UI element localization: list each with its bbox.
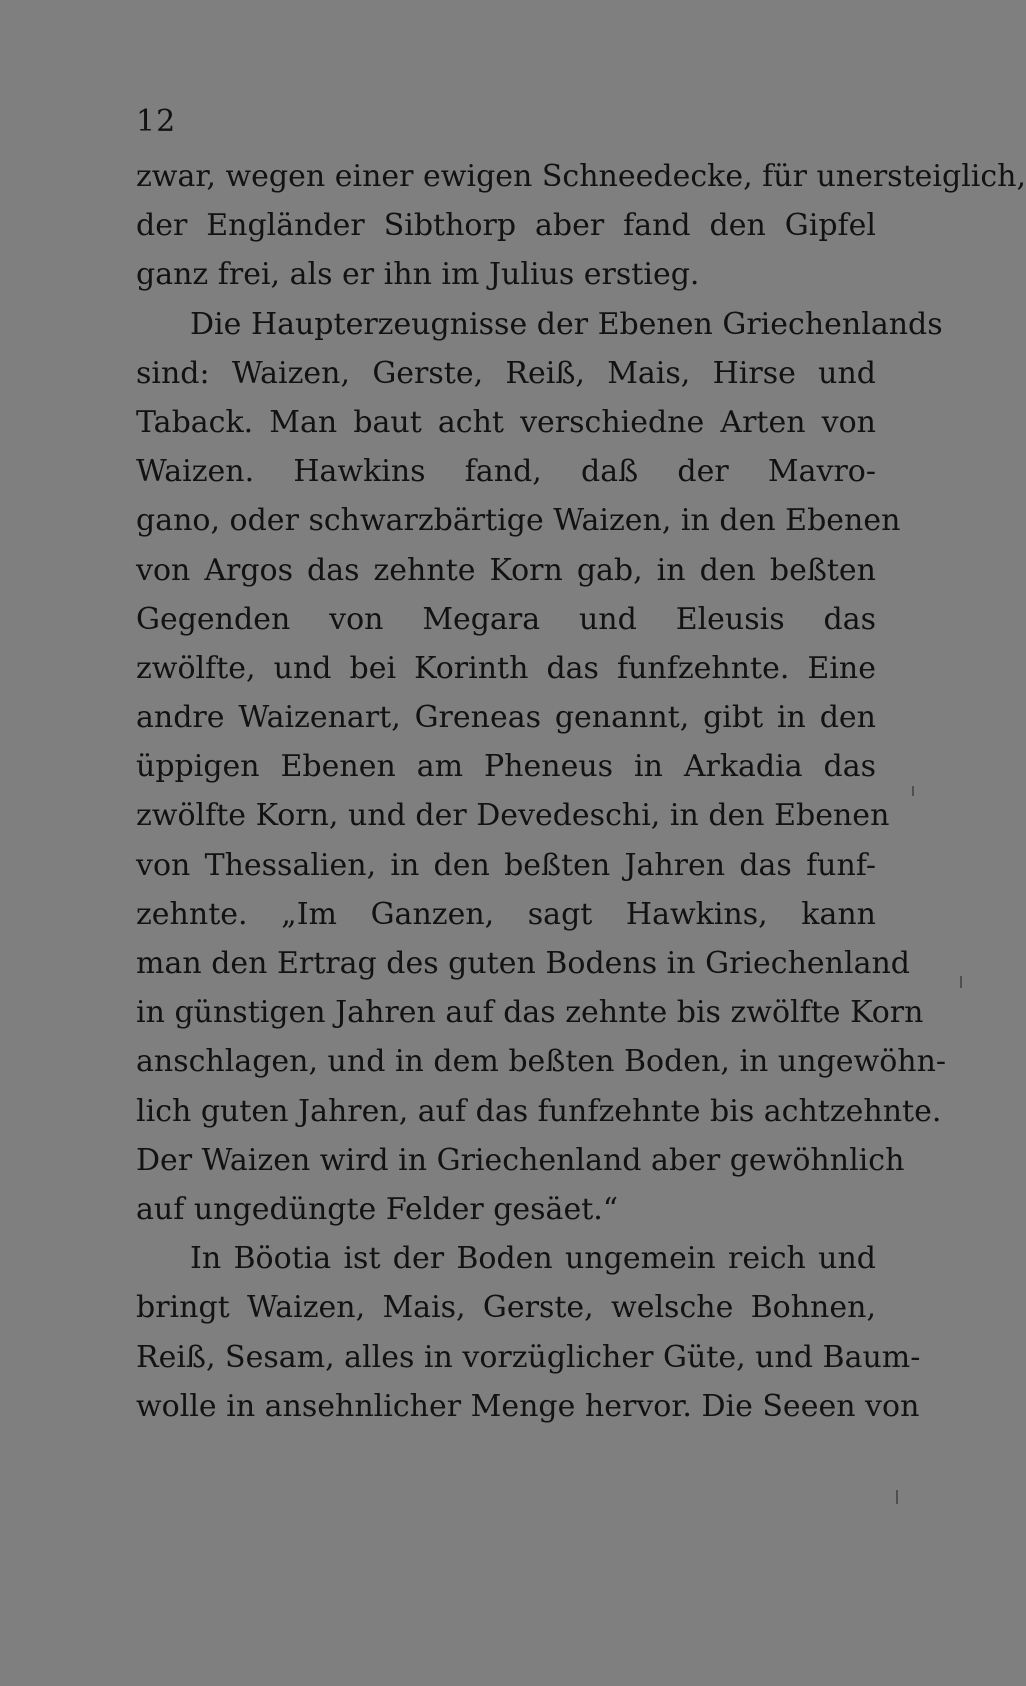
text-line: anschlagen, und in dem beßten Boden, in ungewöhn- xyxy=(136,1044,947,1080)
scan-speck xyxy=(896,1490,898,1504)
text-line: andre Waizenart, Greneas genannt, gibt in den xyxy=(136,700,876,736)
text-line: sind: Waizen, Gerste, Reiß, Mais, Hirse und xyxy=(136,355,876,391)
text-line: zehnte. „Im Ganzen, sagt Hawkins, kann xyxy=(136,896,876,932)
page-number: 12 xyxy=(136,104,177,139)
text-line: zwar, wegen einer ewigen Schneedecke, für unersteiglich, xyxy=(136,159,1026,194)
text-line: ganz frei, als er ihn im Julius erstieg. xyxy=(136,257,700,293)
scan-speck xyxy=(960,976,962,988)
text-line: von Argos das zehnte Korn gab, in den beßten xyxy=(136,552,876,588)
text-line: Die Haupterzeugnisse der Ebenen Griechenlands xyxy=(190,306,943,342)
text-line: der Engländer Sibthorp aber fand den Gipfel xyxy=(136,208,876,244)
text-line: auf ungedüngte Felder gesäet.“ xyxy=(136,1191,619,1227)
paragraph-3 xyxy=(136,1234,921,1431)
paragraph-1 xyxy=(136,152,1026,300)
text-line: In Böotia ist der Boden ungemein reich und xyxy=(190,1241,876,1277)
text-line: Reiß, Sesam, alles in vorzüglicher Güte, und Baum- xyxy=(136,1339,921,1375)
text-line: Der Waizen wird in Griechenland aber gewöhnlich xyxy=(136,1142,905,1178)
text-line: wolle in ansehnlicher Menge hervor. Die Seeen von xyxy=(136,1388,920,1424)
text-line: Waizen. Hawkins fand, daß der Mavro- xyxy=(136,454,876,490)
text-line: von Thessalien, in den beßten Jahren das funf- xyxy=(136,847,876,883)
body-text xyxy=(136,152,1026,1431)
scan-speck xyxy=(912,786,914,796)
text-line: gano, oder schwarzbärtige Waizen, in den Ebenen xyxy=(136,503,901,539)
text-line: man den Ertrag des guten Bodens in Griechenland xyxy=(136,946,910,981)
text-line: zwölfte Korn, und der Devedeschi, in den Ebenen xyxy=(136,798,890,834)
text-line: Gegenden von Megara und Eleusis das xyxy=(136,601,876,637)
text-line: lich guten Jahren, auf das funfzehnte bis achtzehnte. xyxy=(136,1093,942,1129)
text-line: üppigen Ebenen am Pheneus in Arkadia das xyxy=(136,749,876,785)
paragraph-2 xyxy=(136,300,947,1235)
text-line: bringt Waizen, Mais, Gerste, welsche Bohnen, xyxy=(136,1290,876,1326)
text-line: Taback. Man baut acht verschiedne Arten von xyxy=(136,404,876,440)
text-line: in günstigen Jahren auf das zehnte bis zwölfte Korn xyxy=(136,995,924,1031)
text-line: zwölfte, und bei Korinth das funfzehnte. Eine xyxy=(136,650,876,686)
